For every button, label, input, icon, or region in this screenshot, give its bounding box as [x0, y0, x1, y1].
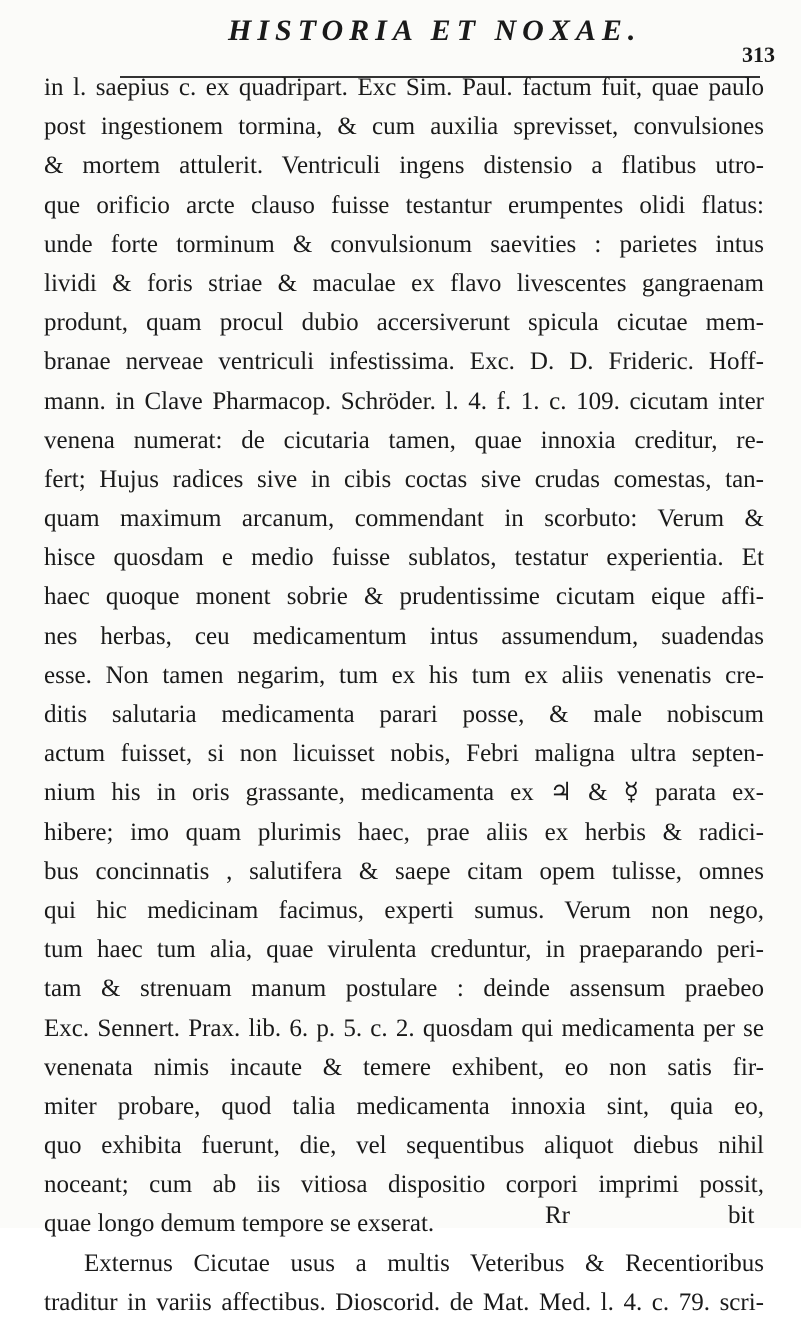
- text-line: miter probare, quod talia medicamenta innoxia sint, quia eo,: [44, 1092, 764, 1120]
- text-line: in l. saepius c. ex quadripart. Exc Sim. Paul. factum fuit, quae paulo: [44, 74, 764, 101]
- text-line: & mortem attulerit. Ventriculi ingens distensio a flatibus utro-: [44, 152, 764, 180]
- text-line: tum haec tum alia, quae virulenta creduntur, in praeparando peri-: [44, 936, 764, 964]
- text-line: branae nerveae ventriculi infestissima. Exc. D. D. Frideric. Hoff-: [44, 348, 764, 376]
- text-line: hibere; imo quam plurimis haec, prae aliis ex herbis & radici-: [44, 818, 764, 846]
- text-line: bus concinnatis , salutifera & saepe citam opem tulisse, omnes: [44, 857, 764, 885]
- page-number: 313: [742, 42, 775, 67]
- text-line: quo exhibita fuerunt, die, vel sequentibus aliquot diebus nihil: [44, 1132, 764, 1160]
- text-line: haec quoque monent sobrie & prudentissime cicutam eique affi-: [44, 583, 764, 611]
- text-line: noceant; cum ab iis vitiosa dispositio corpori imprimi possit,: [44, 1171, 764, 1199]
- running-head: [0, 14, 801, 67]
- signature-mark: Rr: [545, 1202, 570, 1229]
- text-line: tam & strenuam manum postulare : deinde assensum praebeo: [44, 975, 764, 1003]
- text-line: produnt, quam procul dubio accersiverunt spicula cicutae mem-: [44, 309, 764, 337]
- text-line: venenata nimis incaute & temere exhibent, eo non satis fir-: [44, 1053, 764, 1081]
- body-text: [44, 68, 764, 1322]
- text-line: qui hic medicinam facimus, experti sumus. Verum non nego,: [44, 896, 764, 924]
- text-line: quam maximum arcanum, commendant in scorbuto: Verum &: [44, 505, 764, 533]
- text-line: hisce quosdam e medio fuisse sublatos, testatur experientia. Et: [44, 544, 764, 572]
- text-line: mann. in Clave Pharmacop. Schröder. l. 4. f. 1. c. 109. cicutam inter: [44, 387, 764, 415]
- text-line: actum fuisset, si non licuisset nobis, Febri maligna ultra septen-: [44, 740, 764, 768]
- text-line: ditis salutaria medicamenta parari posse, & male nobiscum: [44, 701, 764, 728]
- running-title: HISTORIA ET NOXAE.: [228, 14, 642, 47]
- text-line: unde forte torminum & convulsionum saevities : parietes intus: [44, 230, 764, 258]
- text-line: venena numerat: de cicutaria tamen, quae innoxia creditur, re-: [44, 426, 764, 454]
- text-line: esse. Non tamen negarim, tum ex his tum ex aliis venenatis cre-: [44, 661, 764, 689]
- text-line: que orificio arcte clauso fuisse testantur erumpentes olidi flatus:: [44, 191, 764, 219]
- text-line: post ingestionem tormina, & cum auxilia sprevisset, convulsiones: [44, 113, 764, 141]
- catchword: bit: [728, 1202, 755, 1229]
- text-line: quae longo demum tempore se exserat.: [44, 1210, 435, 1238]
- text-line: Exc. Sennert. Prax. lib. 6. p. 5. c. 2. quosdam qui medicamenta per se: [44, 1014, 764, 1042]
- text-line: traditur in variis affectibus. Dioscorid. de Mat. Med. l. 4. c. 79. scri-: [44, 1288, 764, 1316]
- text-line: nium his in oris grassante, medicamenta ex ♃ & ☿ parata ex-: [44, 779, 764, 807]
- page-footer: [0, 1203, 801, 1233]
- text-line: nes herbas, ceu medicamentum intus assumendum, suadendas: [44, 622, 764, 650]
- text-line: fert; Hujus radices sive in cibis coctas sive crudas comestas, tan-: [44, 465, 764, 493]
- text-line: lividi & foris striae & maculae ex flavo livescentes gangraenam: [44, 269, 764, 297]
- text-line: Externus Cicutae usus a multis Veteribus & Recentioribus: [84, 1249, 764, 1277]
